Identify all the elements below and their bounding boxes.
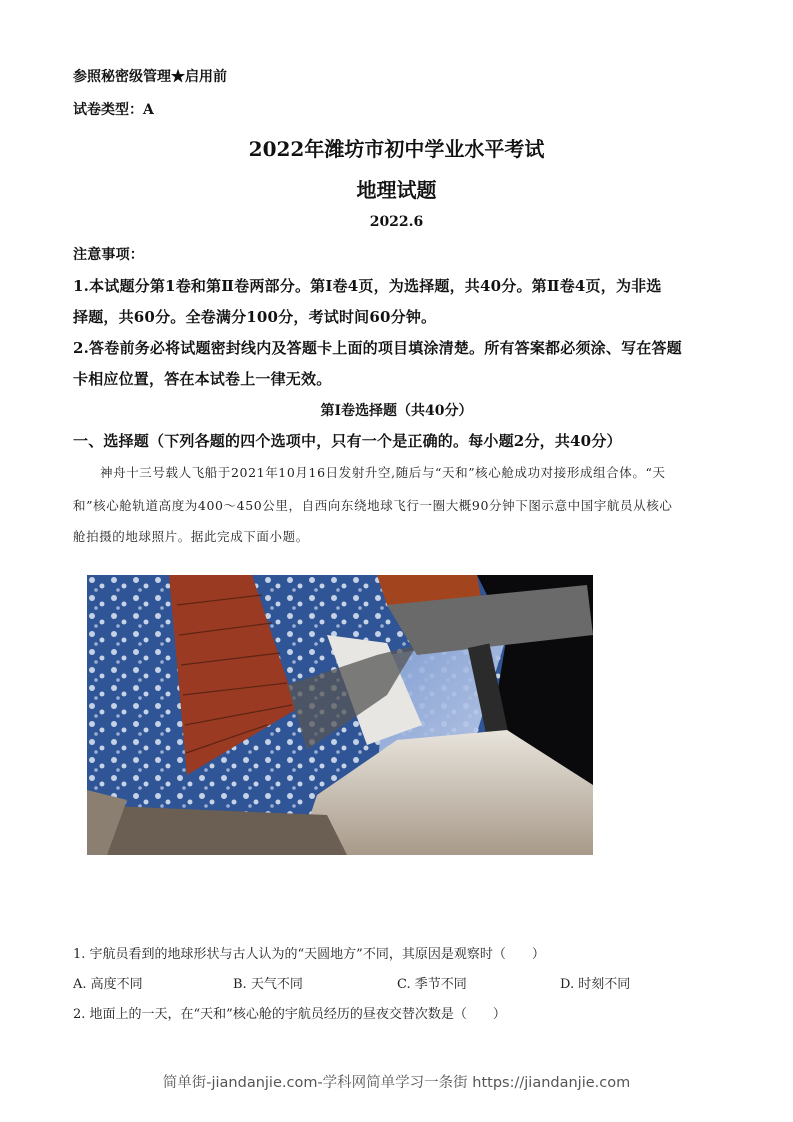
option-c: C. 季节不同 — [397, 977, 467, 992]
notice-line: 卡相应位置，答在本试卷上一律无效。 — [73, 370, 332, 388]
earth-photo-figure — [87, 575, 593, 855]
section-heading: 一、选择题（下列各题的四个选项中，只有一个是正确的。每小题2分，共40分） — [73, 432, 622, 450]
confidentiality-label: 参照秘密级管理★启用前 — [73, 69, 227, 85]
intro-line: 舱拍摄的地球照片。据此完成下面小题。 — [73, 529, 309, 544]
footer-watermark: 简单街-jiandanjie.com-学科网简单学习一条街 https://jiandanjie.com — [162, 1075, 631, 1091]
exam-title: 2022年潍坊市初中学业水平考试 — [248, 137, 545, 161]
earth-photo-illustration — [87, 575, 593, 855]
intro-line: 神舟十三号载人飞船于2021年10月16日发射升空,随后与“天和”核心舱成功对接形成组合体。“天 — [100, 465, 666, 480]
option-d: D. 时刻不同 — [560, 977, 631, 992]
exam-date: 2022.6 — [369, 214, 424, 230]
notice-line: 择题，共60分。全卷满分100分，考试时间60分钟。 — [73, 308, 437, 326]
question-stem: 2. 地面上的一天，在“天和”核心舱的宇航员经历的昼夜交替次数是（ ） — [73, 1007, 506, 1022]
option-a: A. 高度不同 — [73, 977, 143, 992]
notice-line: 1.本试题分第1卷和第Ⅱ卷两部分。第Ⅰ卷4页，为选择题，共40分。第Ⅱ卷4页，为非选 — [73, 277, 662, 295]
option-b: B. 天气不同 — [233, 977, 303, 992]
notice-line: 2.答卷前务必将试题密封线内及答题卡上面的项目填涂清楚。所有答案都必须涂、写在答题 — [73, 339, 682, 357]
subject-title: 地理试题 — [356, 178, 437, 202]
question-stem: 1. 宇航员看到的地球形状与古人认为的“天圆地方”不同，其原因是观察时（ ） — [73, 947, 545, 962]
part-title: 第Ⅰ卷选择题（共40分） — [320, 403, 473, 419]
notice-heading: 注意事项： — [73, 247, 144, 263]
paper-type-label: 试卷类型：A — [73, 102, 154, 118]
intro-line: 和”核心舱轨道高度为400～450公里，自西向东绕地球飞行一圈大概90分钟下图示意中国宇航员从核心 — [73, 498, 673, 513]
